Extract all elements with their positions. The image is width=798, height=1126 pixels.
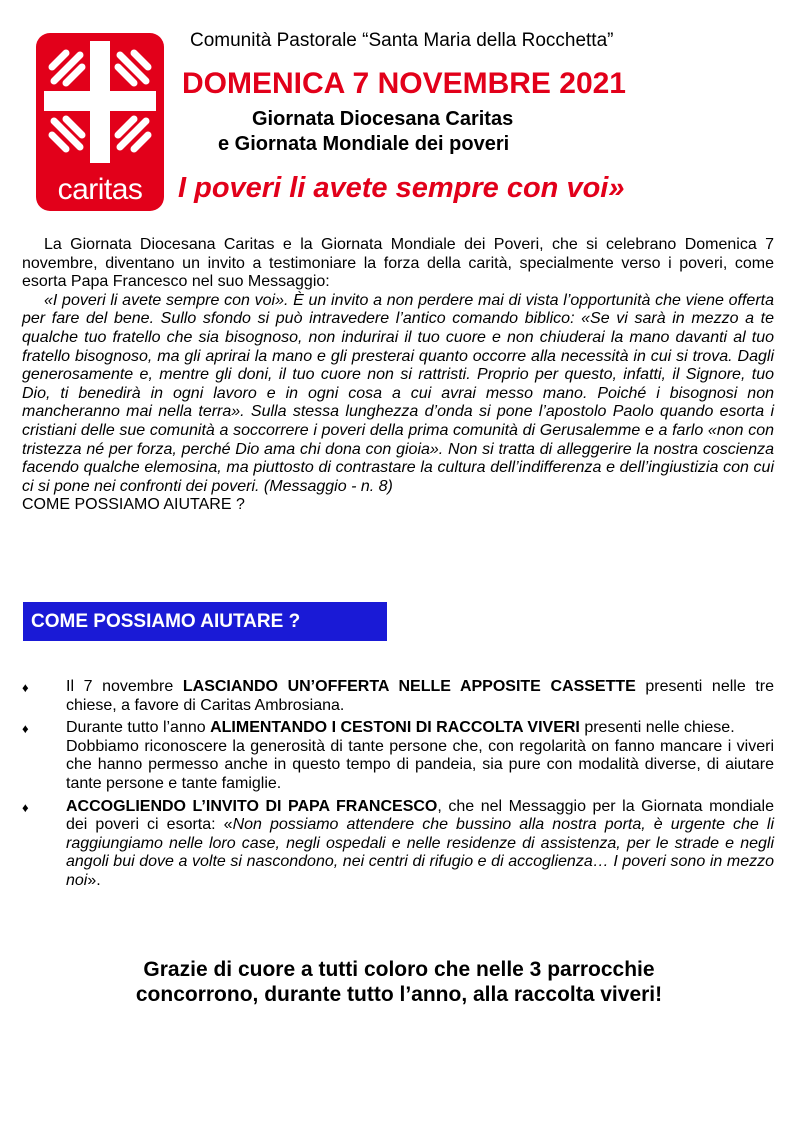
caritas-cross-logo-icon (36, 33, 164, 173)
item-bold-text: LASCIANDO UN’OFFERTA NELLE APPOSITE CASSETTE (182, 678, 636, 695)
list-item (22, 719, 774, 793)
subtitle-caritas-day: Giornata Diocesana Caritas (252, 108, 514, 130)
diamond-bullet-icon: ♦ (22, 799, 29, 815)
item-text: Il 7 novembre (66, 678, 183, 695)
item-text: presenti nelle chiese. (579, 719, 735, 737)
item-bold-text: ALIMENTANDO I CESTONI DI RACCOLTA VIVERI (210, 719, 580, 737)
diamond-bullet-icon: ♦ (22, 721, 29, 737)
item-text: Durante tutto l’anno (66, 719, 211, 737)
message-body (22, 236, 774, 515)
list-item-text (66, 798, 774, 891)
list-item-extra: Dobbiamo riconoscere la generosità di tante persone che, con regolarità on fanno mancare i viveri che hanno permesso anche in questo tempo di pandeia, sia pure con modalità diverse, di aiutare tante persone e tante famiglie. (66, 737, 774, 792)
motto: I poveri li avete sempre con voi» (178, 172, 625, 204)
thanks-line-2: concorrono, durante tutto l’anno, alla raccolta viveri! (135, 983, 663, 1006)
section-title-box: COME POSSIAMO AIUTARE ? (23, 602, 387, 641)
intro-paragraph: La Giornata Diocesana Caritas e la Giornata Mondiale dei Poveri, che si celebrano Domenica 7 novembre, diventano un invito a testimoniare la forza della carità, specialmente verso i poveri, come esorta Papa Francesco nel suo Messaggio: (22, 236, 774, 291)
help-list (22, 678, 774, 895)
community-name: Comunità Pastorale “Santa Maria della Rocchetta” (190, 30, 614, 51)
item-text: , che nel Messaggio per la Giornata mondiale dei poveri ci esorta: « (66, 797, 775, 834)
item-text: ». (87, 871, 101, 889)
logo-text: caritas (57, 173, 143, 206)
item-text: presenti nelle tre chiese, a favore di Caritas Ambrosiana. (66, 678, 774, 714)
list-item (22, 798, 774, 891)
thanks-message (0, 957, 798, 1007)
date-title: DOMENICA 7 NOVEMBRE 2021 (182, 67, 626, 100)
subtitle-poor-day: e Giornata Mondiale dei poveri (218, 133, 510, 155)
diamond-bullet-icon: ♦ (22, 680, 29, 695)
item-bold-text: ACCOGLIENDO L’INVITO DI PAPA FRANCESCO (66, 797, 438, 815)
item-italic-text: Non possiamo attendere che bussino alla nostra porta, è urgente che li raggiungiamo nelle loro case, negli ospedali e nelle residenze di assistenza, per le strade e negli angoli bui dove a volte si nascondono, nei centri di rifugio e di accoglienza… I poveri sono in mezzo noi (66, 816, 775, 889)
list-item-text (66, 678, 774, 715)
trailer-line: COME POSSIAMO AIUTARE ? (22, 496, 245, 514)
quote-paragraph: «I poveri li avete sempre con voi». È un invito a non perdere mai di vista l’opportunità che viene offerta per fare del bene. Sullo sfondo si può intravedere l’antico comando biblico: «Se vi sarà in mezzo a te qualche tuo fratello che sia bisognoso, non indurirai il tuo cuore e non chiuderai la mano davanti al tuo fratello bisognoso, ma gli aprirai la mano e gli presterai quanto occorre alla necessità in cui si trova. Dagli generosamente e, mentre gli doni, il tuo cuore non si rattristi. Proprio per questo, infatti, il Signore, tuo Dio, ti benedirà in ogni lavoro e in ogni cosa a cui avrai messo mano. Poiché i bisognosi non mancheranno mai nella terra». Sulla stessa lunghezza d’onda si pone l’apostolo Paolo quando esorta i cristiani delle sue comunità a soccorrere i poveri della prima comunità di Gerusalemme e a farlo «non con tristezza né per forza, perché Dio ama chi dona con gioia». Non si tratta di alleggerire la nostra coscienza facendo qualche elemosina, ma piuttosto di contrastare la cultura dell’indifferenza e dell’ingiustizia con cui ci si pone nei confronti dei poveri. (Messaggio - n. 8) (22, 291, 774, 495)
caritas-logo (36, 33, 164, 211)
list-item-text (66, 719, 774, 738)
thanks-line-1: Grazie di cuore a tutti coloro che nelle 3 parrocchie (143, 958, 655, 981)
list-item (22, 678, 774, 715)
